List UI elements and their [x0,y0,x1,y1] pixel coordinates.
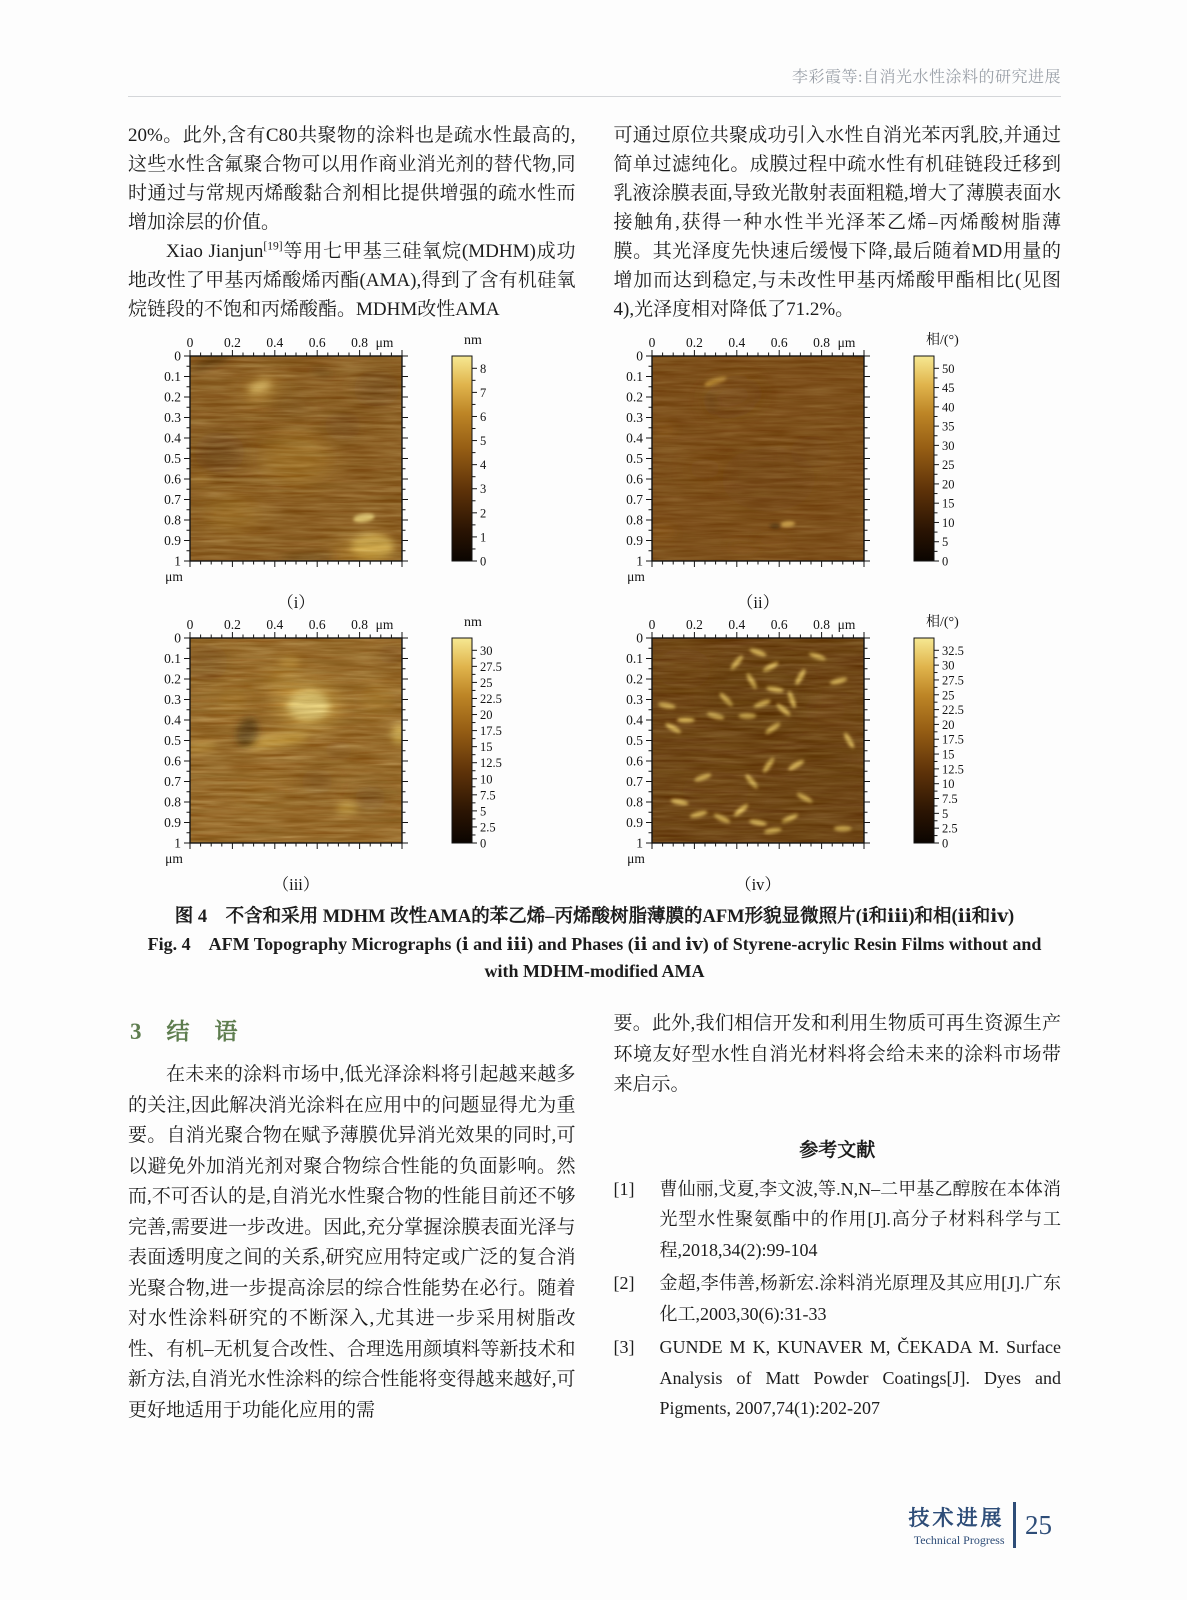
svg-text:0.8: 0.8 [163,794,181,810]
svg-text:20: 20 [941,477,954,492]
svg-text:0.4: 0.4 [163,712,181,728]
svg-text:0.7: 0.7 [625,492,643,507]
svg-text:10: 10 [941,777,954,792]
svg-text:7.5: 7.5 [479,788,496,803]
svg-text:（iv）: （iv） [734,875,781,894]
figure-caption-chinese: 图 4 不含和采用 MDHM 改性AMA的苯乙烯–丙烯酸树脂薄膜的AFM形貌显微照片(ⅰ和ⅲ)和相(ⅱ和ⅳ) [174,907,1015,927]
paragraph-text: 等用七甲基三硅氧烷(MDHM)成功地改性了甲基丙烯酸烯丙酯(AMA),得到了含有机硅氧烷链段的不饱和丙烯酸酯。MDHM改性AMA [128,241,576,320]
svg-text:μm: μm [626,569,645,584]
svg-text:0.7: 0.7 [163,492,181,507]
svg-text:0.6: 0.6 [625,471,643,487]
afm-panel-i-topography [132,332,594,614]
top-left-column [128,121,576,324]
svg-text:0: 0 [173,348,181,364]
svg-text:0: 0 [648,617,655,632]
svg-text:0.6: 0.6 [308,617,326,632]
svg-text:10: 10 [941,515,954,530]
svg-text:nm: nm [463,333,482,348]
svg-text:（i）: （i） [276,593,315,612]
svg-text:（ii）: （ii） [736,593,779,612]
svg-text:0.1: 0.1 [625,651,643,666]
svg-text:20: 20 [479,708,492,723]
running-header-title: 李彩霞等:自消光水性涂料的研究进展 [792,69,1061,86]
svg-text:17.5: 17.5 [941,732,964,747]
svg-text:22.5: 22.5 [479,691,502,706]
paragraph: 可通过原位共聚成功引入水性自消光苯丙乳胶,并通过简单过滤纯化。成膜过程中疏水性有机硅链段迁移到乳液涂膜表面,导致光散射表面粗糙,增大了薄膜表面水接触角,获得一种水性半光泽苯乙烯–丙烯酸树脂薄膜。其光泽度先快速后缓慢下降,最后随着MD用量的增加而达到稳定,与未改性甲基丙烯酸甲酯相比(见图4),光泽度相对降低了71.2%。 [613,125,1061,320]
svg-text:0.5: 0.5 [625,451,643,466]
header-rule [128,96,1061,97]
svg-text:0.4: 0.4 [727,617,745,632]
svg-text:0.4: 0.4 [163,430,181,446]
svg-text:0.3: 0.3 [163,692,181,707]
svg-text:0.2: 0.2 [223,335,241,350]
svg-text:25: 25 [479,675,492,690]
section-heading-conclusion: 3 结 语 [130,1019,239,1044]
svg-text:0.6: 0.6 [163,753,181,769]
svg-text:25: 25 [941,688,954,703]
svg-text:0.4: 0.4 [727,335,745,350]
svg-text:μm: μm [375,617,393,632]
page-number: 25 [1025,1509,1052,1540]
footer-section-english: Technical Progress [913,1533,1005,1547]
svg-text:μm: μm [164,851,183,866]
footer-section-chinese: 技术进展 [908,1506,1005,1530]
conclusion-paragraph: 在未来的涂料市场中,低光泽涂料将引起越来越多的关注,因此解决消光涂料在应用中的问题显得尤为重要。自消光聚合物在赋予薄膜优异消光效果的同时,可以避免外加消光剂对聚合物综合性能的负面影响。然而,不可否认的是,自消光水性聚合物的性能目前还不够完善,需要进一步改进。因此,充分掌握涂膜表面光泽与表面透明度之间的关系,研究应用特定或广泛的复合消光聚合物,进一步提高涂层的综合性能势在必行。随着对水性涂料研究的不断深入,尤其进一步采用树脂改性、有机–无机复合改性、合理选用颜填料等新技术和新方法,自消光水性涂料的综合性能将变得越来越好,可更好地适用于功能化应用的需 [128,1064,576,1421]
svg-text:1: 1 [479,530,486,545]
svg-text:50: 50 [941,361,954,376]
reference-text: 金超,李伟善,杨新宏.涂料消光原理及其应用[J].广东化工,2003,30(6):31-33 [659,1273,1061,1324]
svg-text:0.2: 0.2 [223,617,241,632]
svg-text:0.8: 0.8 [812,335,830,350]
svg-text:0: 0 [186,617,193,632]
svg-text:6: 6 [479,409,486,424]
svg-text:0: 0 [635,348,643,364]
svg-text:12.5: 12.5 [941,762,964,777]
citation-superscript: [19] [263,240,283,253]
svg-text:μm: μm [164,569,183,584]
svg-text:0.1: 0.1 [625,369,643,384]
svg-text:0.9: 0.9 [625,815,643,830]
svg-text:0.9: 0.9 [163,533,181,548]
afm-panel-iv-phase [594,614,1056,896]
svg-text:32.5: 32.5 [941,643,964,658]
svg-text:1: 1 [635,835,643,851]
svg-text:5: 5 [941,535,948,550]
svg-text:0.6: 0.6 [308,335,326,350]
conclusion-paragraph-continued: 要。此外,我们相信开发和利用生物质可再生资源生产环境友好型水性自消光材料将会给未来的涂料市场带来启示。 [613,1013,1061,1095]
svg-text:0: 0 [479,836,486,851]
svg-text:0: 0 [186,335,193,350]
reference-text: GUNDE M K, KUNAVER M, ČEKADA M. Surface Analysis of Matt Powder Coatings[J]. Dyes and Pigments, 2007,74(1):202-207 [659,1337,1061,1418]
svg-text:μm: μm [375,335,393,350]
svg-text:（iii）: （iii） [272,875,319,894]
references-heading: 参考文献 [799,1139,876,1161]
svg-text:nm: nm [463,615,482,630]
bottom-left-column [128,1009,576,1427]
svg-text:0: 0 [648,335,655,350]
svg-text:2.5: 2.5 [941,821,958,836]
svg-text:0.2: 0.2 [625,671,643,687]
body-bottom-columns [128,1009,1061,1427]
svg-text:0.9: 0.9 [163,815,181,830]
svg-text:22.5: 22.5 [941,703,964,718]
reference-item [614,1332,1062,1424]
reference-item [614,1174,1062,1266]
svg-text:0.8: 0.8 [350,335,368,350]
afm-panel-ii-phase [594,332,1056,614]
svg-text:0.8: 0.8 [812,617,830,632]
body-top-columns [128,121,1061,324]
svg-text:4: 4 [479,458,486,473]
svg-text:10: 10 [479,772,492,787]
svg-text:40: 40 [941,400,954,415]
svg-text:0.1: 0.1 [163,651,181,666]
svg-text:0.8: 0.8 [350,617,368,632]
figure-caption-english: Fig. 4 AFM Topography Micrographs (ⅰ and ⅲ) and Phases (ⅱ and ⅳ) of Styrene-acrylic Resin Films without and with MDHM-modified AMA [147,934,1042,981]
reference-marker: [3] [613,1337,635,1357]
svg-text:0.1: 0.1 [163,369,181,384]
svg-text:μm: μm [626,851,645,866]
svg-text:0: 0 [173,630,181,646]
svg-text:0: 0 [941,554,948,569]
svg-text:17.5: 17.5 [479,724,502,739]
svg-text:μm: μm [837,617,855,632]
svg-text:7.5: 7.5 [941,792,958,807]
svg-text:0: 0 [635,630,643,646]
svg-text:1: 1 [635,553,643,569]
footer-section [909,1502,1005,1548]
footer-divider-bar [1013,1502,1017,1548]
body-bottom [128,1009,1061,1427]
svg-text:0.5: 0.5 [163,733,181,748]
svg-text:0.4: 0.4 [265,335,283,350]
svg-text:20: 20 [941,717,954,732]
svg-text:7: 7 [479,385,486,400]
svg-text:0.6: 0.6 [625,753,643,769]
svg-text:3: 3 [479,482,486,497]
svg-text:27.5: 27.5 [479,659,502,674]
afm-micrograph-grid [132,332,1058,896]
svg-text:5: 5 [941,806,948,821]
svg-text:30: 30 [941,658,954,673]
reference-item [614,1268,1062,1329]
author-name-text: Xiao Jianjun [166,241,264,262]
svg-text:0.3: 0.3 [625,410,643,425]
figure-4 [128,332,1061,985]
svg-text:0.5: 0.5 [163,451,181,466]
svg-text:30: 30 [479,643,492,658]
svg-text:0.2: 0.2 [685,335,703,350]
top-right-column [614,121,1062,324]
svg-text:0.3: 0.3 [163,410,181,425]
svg-text:0.7: 0.7 [163,774,181,789]
svg-text:1: 1 [173,835,181,851]
svg-text:5: 5 [479,804,486,819]
svg-text:0.3: 0.3 [625,692,643,707]
running-header [128,64,1061,87]
paragraph [128,237,576,324]
page-footer [909,1502,1053,1548]
svg-text:0.2: 0.2 [685,617,703,632]
svg-text:0.6: 0.6 [770,617,788,632]
svg-text:15: 15 [479,740,492,755]
svg-text:0.7: 0.7 [625,774,643,789]
svg-text:5: 5 [479,434,486,449]
svg-text:0.2: 0.2 [163,671,181,687]
svg-text:8: 8 [479,361,486,376]
svg-text:27.5: 27.5 [941,673,964,688]
svg-text:0: 0 [479,554,486,569]
svg-text:1: 1 [173,553,181,569]
svg-text:25: 25 [941,458,954,473]
svg-text:30: 30 [941,438,954,453]
svg-text:0.6: 0.6 [770,335,788,350]
reference-marker: [1] [613,1178,635,1199]
svg-text:0.8: 0.8 [625,512,643,528]
svg-text:相/(°): 相/(°) [925,333,959,348]
svg-text:0.4: 0.4 [265,617,283,632]
reference-marker: [2] [613,1273,635,1293]
svg-text:45: 45 [941,381,954,396]
svg-text:0.4: 0.4 [625,430,643,446]
svg-text:μm: μm [837,335,855,350]
svg-text:12.5: 12.5 [479,756,502,771]
svg-text:15: 15 [941,747,954,762]
svg-text:0.4: 0.4 [625,712,643,728]
svg-text:0.9: 0.9 [625,533,643,548]
svg-text:15: 15 [941,496,954,511]
paragraph: 20%。此外,含有C80共聚物的涂料也是疏水性最高的,这些水性含氟聚合物可以用作商业消光剂的替代物,同时通过与常规丙烯酸黏合剂相比提供增强的疏水性而增加涂层的价值。 [128,125,576,233]
svg-text:35: 35 [941,419,954,434]
svg-text:0: 0 [941,836,948,851]
svg-text:0.8: 0.8 [163,512,181,528]
svg-text:0.8: 0.8 [625,794,643,810]
reference-text: 曹仙丽,戈夏,李文波,等.N,N–二甲基乙醇胺在本体消光型水性聚氨酯中的作用[J].高分子材料科学与工程,2018,34(2):99-104 [659,1178,1061,1260]
svg-text:2: 2 [479,506,486,521]
svg-text:0.5: 0.5 [625,733,643,748]
svg-text:0.6: 0.6 [163,471,181,487]
svg-text:0.2: 0.2 [625,389,643,405]
svg-text:0.2: 0.2 [163,389,181,405]
bottom-right-column [614,1009,1062,1427]
afm-panel-iii-topography [132,614,594,896]
svg-text:相/(°): 相/(°) [925,615,959,630]
svg-text:2.5: 2.5 [479,820,496,835]
